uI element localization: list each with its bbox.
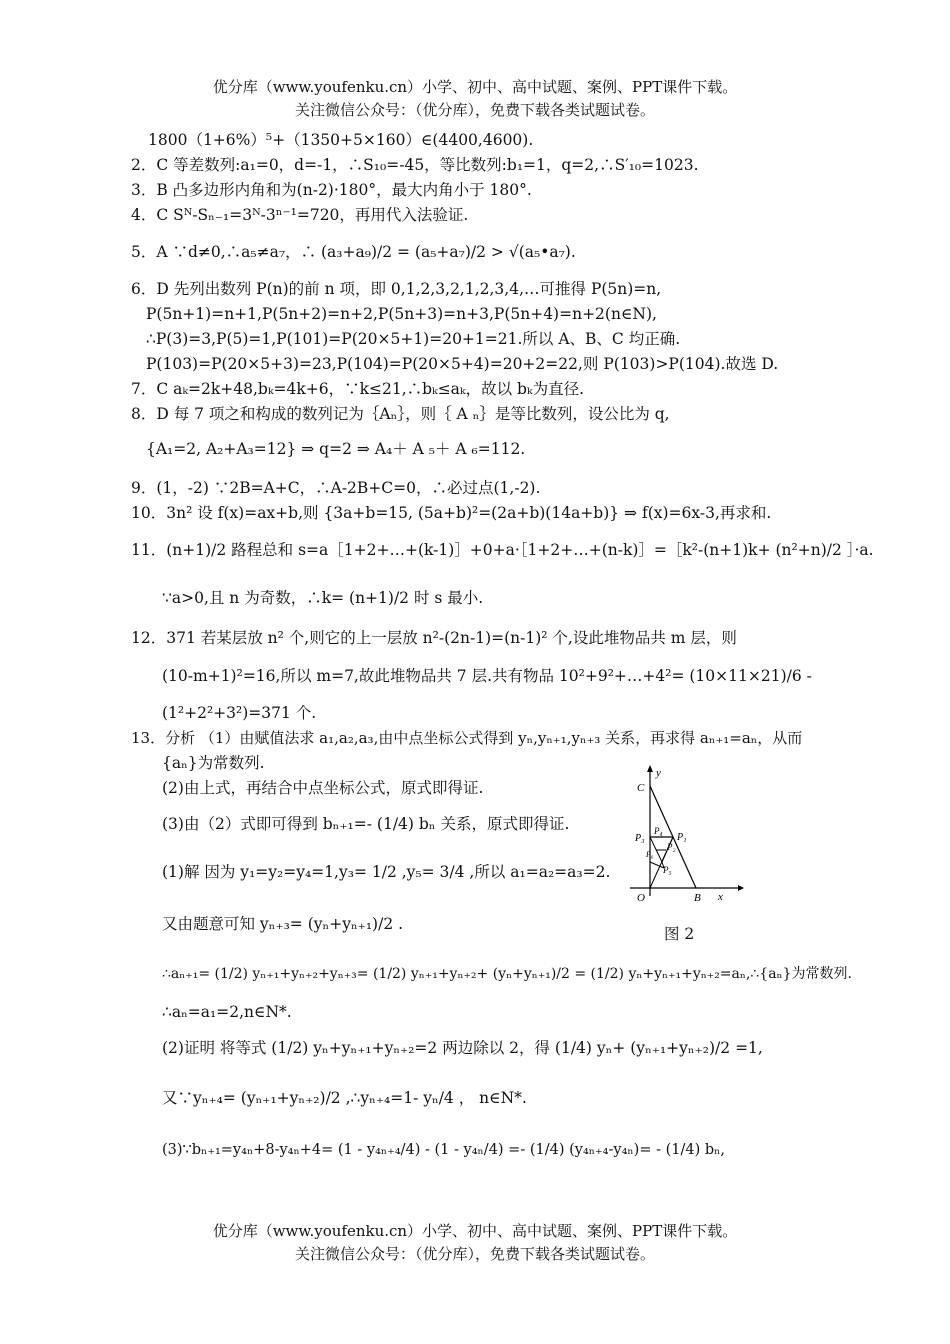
answer-3: 3．B 凸多边形内角和为(n-2)·180°，最大内角小于 180°. bbox=[131, 181, 532, 199]
text-line: {aₙ}为常数列. bbox=[162, 754, 265, 772]
text-line: ∴aₙ=a₁=2,n∈N*. bbox=[162, 1003, 292, 1021]
header-line-2: 关注微信公众号：（优分库），免费下载各类试题试卷。 bbox=[294, 101, 655, 119]
text-line: (2)证明 将等式 (1/2) yₙ+yₙ₊₁+yₙ₊₂=2 两边除以 2，得 (1/4) yₙ+ (yₙ₊₁+yₙ₊₂)/2 =1, bbox=[162, 1039, 763, 1057]
answer-5: 5．A ∵d≠0,∴a₅≠a₇，∴ (a₃+a₉)/2 = (a₅+a₇)/2 > √(a₅•a₇). bbox=[131, 243, 576, 261]
text-line: 又由题意可知 yₙ₊₃= (yₙ+yₙ₊₁)/2 . bbox=[162, 915, 404, 933]
answer-2: 2．C 等差数列:a₁=0，d=-1，∴S₁₀=-45，等比数列:b₁=1，q=2,∴S′₁₀=1023. bbox=[131, 156, 699, 174]
text-line: (3)由（2）式即可得到 bₙ₊₁=- (1/4) bₙ 关系，原式即得证. bbox=[162, 815, 570, 833]
footer-line-2: 关注微信公众号：（优分库），免费下载各类试题试卷。 bbox=[294, 1245, 655, 1263]
text-line: (3)∵bₙ₊₁=y₄ₙ+8-y₄ₙ+4= (1 - y₄ₙ₊₄/4) - (1 - y₄ₙ/4) =- (1/4) (y₄ₙ₊₄-y₄ₙ)= - (1/4) bₙ, bbox=[162, 1142, 726, 1158]
text-line: 1800（1+6%）⁵+（1350+5×160）∈(4400,4600). bbox=[148, 131, 534, 149]
label-p4: P₄ bbox=[654, 826, 663, 836]
figure-2-diagram bbox=[620, 760, 750, 910]
label-c: C bbox=[637, 782, 645, 794]
text-line: P(103)=P(20×5+3)=23,P(104)=P(20×5+4)=20+2=22,则 P(103)>P(104).故选 D. bbox=[146, 355, 779, 373]
header-line-1: 优分库（www.youfenku.cn）小学、初中、高中试题、案例、PPT课件下载。 bbox=[212, 78, 738, 96]
figure-2 bbox=[620, 760, 750, 910]
label-p5: P₅ bbox=[663, 865, 672, 875]
text-line: ∴P(3)=3,P(5)=1,P(101)=P(20×5+1)=20+1=21.所以 A、B、C 均正确. bbox=[146, 330, 681, 348]
answer-9: 9．(1，-2) ∵2B=A+C，∴A-2B+C=0，∴必过点(1,-2). bbox=[131, 479, 541, 497]
text-line: (1)解 因为 y₁=y₂=y₄=1,y₃= 1/2 ,y₅= 3/4 ,所以 a₁=a₂=a₃=2. bbox=[162, 863, 611, 881]
label-y: y bbox=[656, 767, 661, 779]
label-x: x bbox=[718, 891, 723, 903]
label-p1: P₁ bbox=[677, 832, 687, 843]
y-axis-arrow-icon bbox=[647, 765, 653, 772]
text-line: 又∵yₙ₊₄= (yₙ₊₁+yₙ₊₂)/2 ,∴yₙ₊₄=1- yₙ/4 ， n∈N*. bbox=[162, 1089, 527, 1107]
answer-7: 7．C aₖ=2k+48,bₖ=4k+6，∵k≤21,∴bₖ≤aₖ，故以 bₖ为直径. bbox=[131, 380, 585, 398]
answer-11: 11．(n+1)/2 路程总和 s=a［1+2+…+(k-1)］+0+a·［1+2+…+(n-k)］=［k²-(n+1)k+ (n²+n)/2 ］·a. bbox=[131, 541, 874, 559]
answer-13: 13．分析 （1）由赋值法求 a₁,a₂,a₃,由中点坐标公式得到 yₙ,yₙ₊₁,yₙ₊₃ 关系，再求得 aₙ₊₁=aₙ，从而 bbox=[131, 729, 803, 747]
label-b: B bbox=[694, 892, 701, 904]
answer-8: 8．D 每 7 项之和构成的数列记为｛Aₙ｝，则｛ A ₙ｝是等比数列，设公比为 q, bbox=[131, 405, 670, 423]
answer-10: 10．3n² 设 f(x)=ax+b,则 {3a+b=15, (5a+b)²=(2a+b)(14a+b)} ⇒ f(x)=6x-3,再求和. bbox=[131, 504, 772, 522]
answer-6: 6．D 先列出数列 P(n)的前 n 项，即 0,1,2,3,2,1,2,3,4,…可推得 P(5n)=n, bbox=[131, 280, 662, 298]
label-o: O bbox=[637, 892, 645, 904]
x-axis-arrow-icon bbox=[738, 885, 744, 891]
figure-caption: 图 2 bbox=[664, 925, 695, 943]
footer-line-1: 优分库（www.youfenku.cn）小学、初中、高中试题、案例、PPT课件下载。 bbox=[212, 1222, 738, 1240]
text-line: ∴aₙ₊₁= (1/2) yₙ₊₁+yₙ₊₂+yₙ₊₃= (1/2) yₙ₊₁+yₙ₊₂+ (yₙ+yₙ₊₁)/2 = (1/2) yₙ+yₙ₊₁+yₙ₊₂=aₙ,∴{aₙ}为常数列. bbox=[162, 966, 852, 982]
answer-4: 4．C Sᴺ-Sₙ₋₁=3ᴺ-3ⁿ⁻¹=720，再用代入法验证. bbox=[131, 206, 469, 224]
label-p6: P₆ bbox=[646, 850, 654, 859]
text-line: P(5n+1)=n+1,P(5n+2)=n+2,P(5n+3)=n+3,P(5n+4)=n+2(n∈N), bbox=[146, 305, 657, 323]
label-p2: P₂ bbox=[667, 842, 676, 852]
text-line: (1²+2²+3²)=371 个. bbox=[162, 704, 317, 722]
text-line: (2)由上式，再结合中点坐标公式，原式即得证. bbox=[162, 779, 484, 797]
text-line: ∵a>0,且 n 为奇数，∴k= (n+1)/2 时 s 最小. bbox=[162, 589, 484, 607]
answer-12: 12．371 若某层放 n² 个,则它的上一层放 n²-(2n-1)=(n-1)² 个,设此堆物品共 m 层，则 bbox=[131, 629, 737, 647]
text-line: (10-m+1)²=16,所以 m=7,故此堆物品共 7 层.共有物品 10²+9²+…+4²= (10×11×21)/6 - bbox=[162, 667, 812, 685]
label-p3: P₃ bbox=[635, 833, 645, 844]
text-line: {A₁=2, A₂+A₃=12} ⇒ q=2 ⇒ A₄＋ A ₅＋ A ₆=112. bbox=[146, 440, 526, 458]
